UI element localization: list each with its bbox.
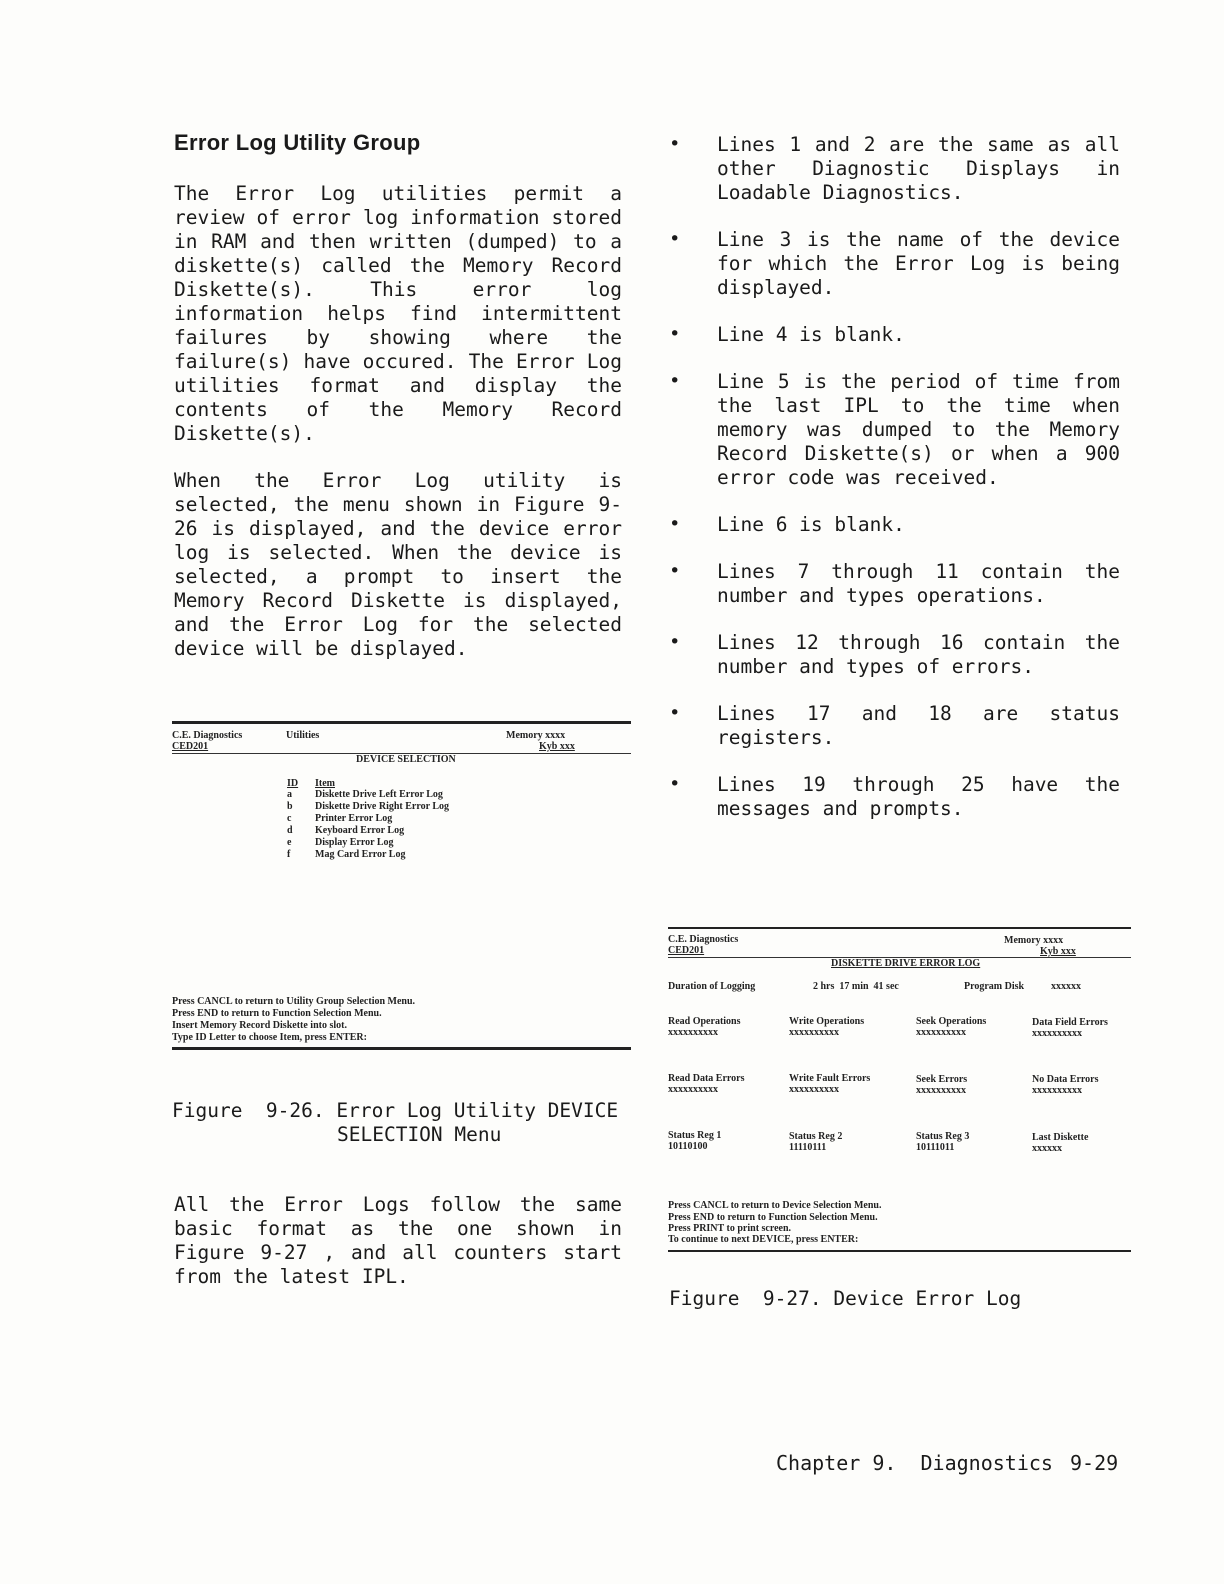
bullet-icon: • bbox=[669, 228, 681, 250]
counter-value: xxxxxxxxxx bbox=[916, 1027, 966, 1038]
bullet-item: • Line 5 is the period of time from the last IPL to the time when memory was dumped to the Memory Record Diskette(s) or when a 900 error code was received. bbox=[669, 370, 1120, 489]
menu-item-id: a bbox=[287, 789, 292, 800]
counter-label: No Data Errors bbox=[1032, 1074, 1099, 1085]
status-label: Status Reg 2 bbox=[789, 1131, 843, 1142]
format-paragraph bbox=[174, 1193, 622, 1289]
screen-message: Type ID Letter to choose Item, press ENTER: bbox=[172, 1032, 367, 1043]
bullet-icon: • bbox=[669, 133, 681, 155]
status-value: xxxxxx bbox=[1032, 1143, 1062, 1154]
footer-chapter: Chapter 9. Diagnostics bbox=[776, 1451, 1053, 1475]
menu-item-id: d bbox=[287, 825, 293, 836]
left-column bbox=[174, 130, 622, 661]
screen-memory: Memory xxxx bbox=[1004, 935, 1064, 946]
menu-item-label: Keyboard Error Log bbox=[315, 825, 405, 836]
menu-item-label: Diskette Drive Right Error Log bbox=[315, 801, 450, 812]
counter-label: Seek Errors bbox=[916, 1074, 968, 1085]
counter-label: Write Fault Errors bbox=[789, 1073, 871, 1084]
intro-paragraph bbox=[174, 182, 622, 446]
bullet-item: • Lines 7 through 11 contain the number and types operations. bbox=[669, 560, 1120, 607]
figure-27-screen bbox=[668, 927, 1131, 1257]
duration-label: Duration of Logging bbox=[668, 981, 756, 992]
menu-item-label: Printer Error Log bbox=[315, 813, 393, 824]
menu-item-label: Diskette Drive Left Error Log bbox=[315, 789, 443, 800]
screen-top-rule bbox=[172, 721, 631, 724]
counter-value: xxxxxxxxxx bbox=[668, 1027, 718, 1038]
bullet-icon: • bbox=[669, 773, 681, 795]
figure-26-screen bbox=[172, 721, 631, 1051]
bullet-list bbox=[669, 133, 1120, 821]
counter-value: xxxxxxxxxx bbox=[668, 1084, 718, 1095]
screen-message: Press CANCL to return to Utility Group Selection Menu. bbox=[172, 996, 416, 1007]
screen-top-rule bbox=[668, 927, 1131, 929]
bullet-icon: • bbox=[669, 631, 681, 653]
screen-header-id: CED201 bbox=[172, 741, 209, 752]
status-value: 11110111 bbox=[789, 1142, 827, 1153]
paragraph-3: All the Error Logs follow the same basic format as the one shown in Figure 9-27 , and all counters start from the latest IPL. bbox=[174, 1193, 622, 1288]
figure-27-caption: Figure 9-27. Device Error Log bbox=[669, 1287, 1022, 1310]
screen-message: Press PRINT to print screen. bbox=[668, 1223, 792, 1234]
bullet-icon: • bbox=[669, 560, 681, 582]
duration-value: 2 hrs 17 min 41 sec bbox=[813, 981, 899, 992]
screen-memory: Memory xxxx bbox=[506, 730, 566, 741]
bullet-icon: • bbox=[669, 513, 681, 535]
screen-message: Press END to return to Function Selection Menu. bbox=[668, 1212, 878, 1223]
right-column bbox=[669, 133, 1120, 844]
status-label: Status Reg 3 bbox=[916, 1131, 970, 1142]
screen-header-id: CED201 bbox=[668, 945, 705, 956]
menu-item-id: e bbox=[287, 837, 292, 848]
counter-value: xxxxxxxxxx bbox=[789, 1027, 839, 1038]
screen-header-left: C.E. Diagnostics bbox=[668, 934, 739, 945]
program-disk-label: Program Disk bbox=[964, 981, 1025, 992]
caption-line: Figure 9-26. Error Log Utility DEVICE bbox=[172, 1099, 619, 1122]
status-value: 10111011 bbox=[916, 1142, 955, 1153]
bullet-icon: • bbox=[669, 702, 681, 724]
screen-bottom-rule bbox=[172, 1047, 631, 1050]
screen-kyb: Kyb xxx bbox=[1040, 946, 1076, 957]
screen-bottom-rule bbox=[668, 1250, 1131, 1252]
bullet-icon: • bbox=[669, 370, 681, 392]
footer-page-number: 9-29 bbox=[1070, 1451, 1119, 1475]
screen-message: To continue to next DEVICE, press ENTER: bbox=[668, 1234, 859, 1245]
status-label: Status Reg 1 bbox=[668, 1130, 722, 1141]
screen-title: DEVICE SELECTION bbox=[356, 754, 456, 765]
col-id-header: ID bbox=[287, 778, 299, 789]
menu-item-id: f bbox=[287, 849, 291, 860]
bullet-icon: • bbox=[669, 323, 681, 345]
menu-item-id: b bbox=[287, 801, 293, 812]
figure-26-caption bbox=[172, 1099, 622, 1147]
status-value: 10110100 bbox=[668, 1141, 708, 1152]
screen-header-center: Utilities bbox=[286, 730, 320, 741]
status-label: Last Diskette bbox=[1032, 1132, 1089, 1143]
menu-item-label: Display Error Log bbox=[315, 837, 394, 848]
counter-label: Read Operations bbox=[668, 1016, 741, 1027]
screen-header-left: C.E. Diagnostics bbox=[172, 730, 243, 741]
screen-message: Press END to return to Function Selection Menu. bbox=[172, 1008, 382, 1019]
selection-paragraph bbox=[174, 469, 622, 661]
counter-label: Seek Operations bbox=[916, 1016, 987, 1027]
bullet-item: • Line 6 is blank. bbox=[669, 513, 905, 536]
paragraph-2: When the Error Log utility is selected, the menu shown in Figure 9-26 is displayed, and the device error log is selected. When the device is selected, a prompt to insert the Memory Record Diskette is displayed, and the Error Log for the selected device will be displayed. bbox=[174, 469, 622, 660]
counter-value: xxxxxxxxxx bbox=[789, 1084, 839, 1095]
screen-title: DISKETTE DRIVE ERROR LOG bbox=[831, 958, 981, 969]
counter-value: xxxxxxxxxx bbox=[1032, 1085, 1082, 1096]
menu-item-id: c bbox=[287, 813, 292, 824]
col-item-header: Item bbox=[315, 778, 335, 789]
counter-value: xxxxxxxxxx bbox=[1032, 1028, 1082, 1039]
menu-item-label: Mag Card Error Log bbox=[315, 849, 406, 860]
counter-value: xxxxxxxxxx bbox=[916, 1085, 966, 1096]
screen-kyb: Kyb xxx bbox=[539, 741, 575, 752]
bullet-item: • Line 3 is the name of the device for which the Error Log is being displayed. bbox=[669, 228, 1120, 299]
bullet-item: • Lines 17 and 18 are status registers. bbox=[669, 702, 1120, 749]
screen-message: Insert Memory Record Diskette into slot. bbox=[172, 1020, 347, 1031]
bullet-item: • Lines 19 through 25 have the messages and prompts. bbox=[669, 773, 1120, 820]
bullet-item: • Lines 12 through 16 contain the number and types of errors. bbox=[669, 631, 1120, 678]
paragraph-1: The Error Log utilities permit a review of error log information stored in RAM and then written (dumped) to a diskette(s) called the Memory Record Diskette(s). This error log information helps find intermittent failures by showing where the failure(s) have occured. The Error Log utilities format and display the contents of the Memory Record Diskette(s). bbox=[174, 182, 622, 445]
section-heading: Error Log Utility Group bbox=[174, 130, 421, 155]
counter-label: Write Operations bbox=[789, 1016, 865, 1027]
counter-label: Data Field Errors bbox=[1032, 1017, 1108, 1028]
program-disk-value: xxxxxx bbox=[1051, 981, 1081, 992]
counter-label: Read Data Errors bbox=[668, 1073, 745, 1084]
caption-line: SELECTION Menu bbox=[337, 1123, 502, 1146]
screen-message: Press CANCL to return to Device Selection Menu. bbox=[668, 1200, 882, 1211]
bullet-item: • Lines 1 and 2 are the same as all other Diagnostic Displays in Loadable Diagnostics. bbox=[669, 133, 1120, 204]
bullet-item: • Line 4 is blank. bbox=[669, 323, 905, 346]
